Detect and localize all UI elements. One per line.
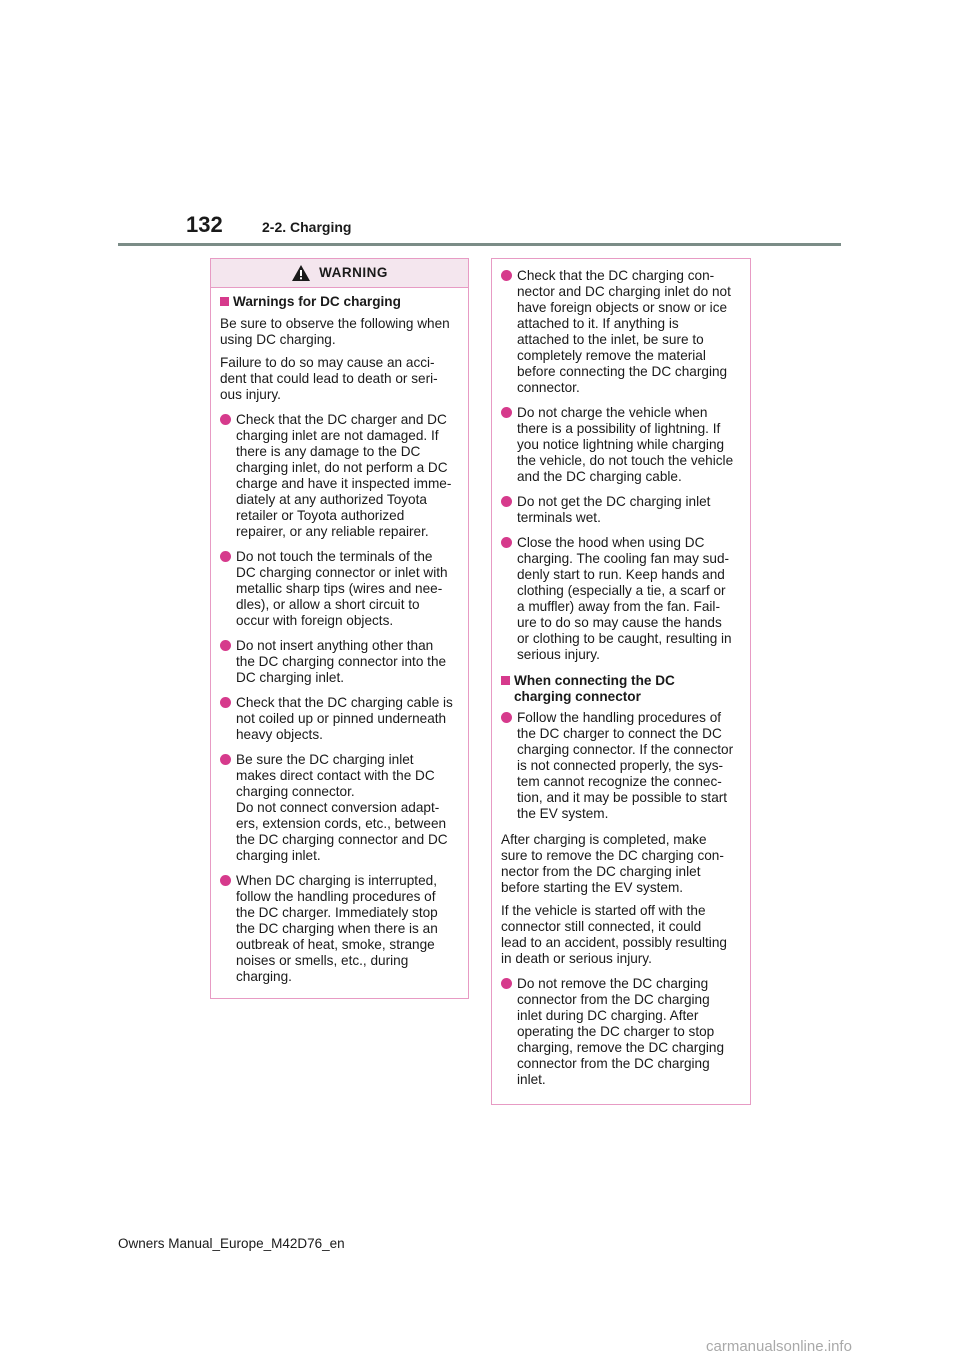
text-line: the DC charging connector and DC — [236, 832, 448, 847]
text-line: before starting the EV system. — [501, 880, 684, 895]
bullet-item — [220, 549, 458, 629]
text-line: the vehicle, do not touch the vehicle — [517, 453, 734, 468]
text-line: Check that the DC charging con- — [517, 268, 715, 283]
text-line: using DC charging. — [220, 332, 336, 347]
text-line: charge and have it inspected imme- — [236, 476, 452, 491]
text-line: nector and DC charging inlet do not — [517, 284, 731, 299]
bullet-item — [220, 412, 458, 540]
text-line: or clothing to be caught, resulting in — [517, 631, 732, 646]
text-line: connector from the DC charging — [517, 992, 710, 1007]
text-line: ous injury. — [220, 387, 281, 402]
text-line: the DC charger. Immediately stop — [236, 905, 438, 920]
text-line: have foreign objects or snow or ice — [517, 300, 728, 315]
bullet-item — [501, 976, 740, 1088]
bullet-item — [501, 268, 740, 396]
text-line: metallic sharp tips (wires and nee- — [236, 581, 443, 596]
text-line: charging inlet. — [236, 848, 321, 863]
round-bullet-icon — [220, 875, 231, 886]
text-line: charging, remove the DC charging — [517, 1040, 725, 1055]
text-line: dent that could lead to death or seri- — [220, 371, 438, 386]
text-line: Do not touch the terminals of the — [236, 549, 433, 564]
text-line: tem cannot recognize the connec- — [517, 774, 722, 789]
warning-title: WARNING — [319, 265, 388, 280]
bullet-item — [220, 695, 458, 743]
warning-box — [210, 258, 469, 999]
continuation-content — [501, 268, 740, 1088]
round-bullet-icon — [501, 496, 512, 507]
text-line: there is a possibility of lightning. If — [517, 421, 721, 436]
text-line: connector. — [517, 380, 580, 395]
text-line: diately at any authorized Toyota — [236, 492, 427, 507]
text-line: Close the hood when using DC — [517, 535, 705, 550]
text-line: denly start to run. Keep hands and — [517, 567, 725, 582]
text-line: sure to remove the DC charging con- — [501, 848, 724, 863]
text-line: Follow the handling procedures of — [517, 710, 722, 725]
text-line: Do not insert anything other than — [236, 638, 434, 653]
text-line: serious injury. — [517, 647, 600, 662]
text-line: charging connector. If the connector — [517, 742, 734, 757]
text-line: the DC charger to connect the DC — [517, 726, 722, 741]
text-line: charging inlet, do not perform a DC — [236, 460, 448, 475]
text-line: Do not get the DC charging inlet — [517, 494, 711, 509]
warning-triangle-icon — [291, 264, 311, 282]
text-line: retailer or Toyota authorized — [236, 508, 405, 523]
text-line: dles), or allow a short circuit to — [236, 597, 420, 612]
text-line: is not connected properly, the sys- — [517, 758, 724, 773]
footer-text: Owners Manual_Europe_M42D76_en — [118, 1236, 345, 1251]
text-line: Check that the DC charging cable is — [236, 695, 453, 710]
round-bullet-icon — [220, 414, 231, 425]
bullet-item — [501, 494, 740, 526]
text-line: Do not remove the DC charging — [517, 976, 709, 991]
text-line: attached to it. If anything is — [517, 316, 679, 331]
intro-paragraph — [220, 316, 458, 348]
text-line: the EV system. — [517, 806, 609, 821]
bullet-item — [501, 710, 740, 822]
text-line: Be sure the DC charging inlet — [236, 752, 414, 767]
bullet-item — [220, 752, 458, 864]
text-line: in death or serious injury. — [501, 951, 652, 966]
text-line: noises or smells, etc., during — [236, 953, 409, 968]
text-line: lead to an accident, possibly resulting — [501, 935, 727, 950]
page-number: 132 — [186, 212, 223, 237]
started-off-paragraph — [501, 903, 740, 967]
warning-header — [211, 259, 468, 288]
heading-line: When connecting the DC — [514, 673, 675, 688]
text-line: the DC charging connector into the — [236, 654, 447, 669]
text-line: not coiled up or pinned underneath — [236, 711, 447, 726]
round-bullet-icon — [501, 270, 512, 281]
connecting-heading — [501, 673, 740, 705]
bullet-item — [501, 405, 740, 485]
text-line: a muffler) away from the fan. Fail- — [517, 599, 720, 614]
text-line: DC charging connector or inlet with — [236, 565, 448, 580]
square-bullet-icon — [501, 676, 510, 685]
heading-text: Warnings for DC charging — [233, 294, 401, 309]
text-line: occur with foreign objects. — [236, 613, 394, 628]
round-bullet-icon — [220, 697, 231, 708]
text-line: there is any damage to the DC — [236, 444, 421, 459]
text-line: follow the handling procedures of — [236, 889, 436, 904]
text-line: charging connector. — [236, 784, 355, 799]
round-bullet-icon — [501, 978, 512, 989]
round-bullet-icon — [220, 551, 231, 562]
bullet-item — [220, 873, 458, 985]
text-line: If the vehicle is started off with the — [501, 903, 706, 918]
text-line: charging. — [236, 969, 292, 984]
consequence-paragraph — [220, 355, 458, 403]
text-line: nector from the DC charging inlet — [501, 864, 701, 879]
text-line: charging. The cooling fan may sud- — [517, 551, 730, 566]
section-title: 2-2. Charging — [262, 219, 352, 235]
text-line: terminals wet. — [517, 510, 601, 525]
text-line: and the DC charging cable. — [517, 469, 682, 484]
text-line: ers, extension cords, etc., between — [236, 816, 447, 831]
round-bullet-icon — [501, 712, 512, 723]
round-bullet-icon — [220, 640, 231, 651]
square-bullet-icon — [220, 297, 229, 306]
text-line: heavy objects. — [236, 727, 323, 742]
text-line: Do not charge the vehicle when — [517, 405, 708, 420]
warning-heading — [220, 294, 458, 310]
text-line: completely remove the material — [517, 348, 706, 363]
text-line: the DC charging when there is an — [236, 921, 438, 936]
text-line: Do not connect conversion adapt- — [236, 800, 440, 815]
text-line: repairer, or any reliable repairer. — [236, 524, 429, 539]
text-line: outbreak of heat, smoke, strange — [236, 937, 435, 952]
round-bullet-icon — [501, 537, 512, 548]
text-line: operating the DC charger to stop — [517, 1024, 715, 1039]
text-line: you notice lightning while charging — [517, 437, 725, 452]
text-line: attached to the inlet, be sure to — [517, 332, 704, 347]
text-line: makes direct contact with the DC — [236, 768, 435, 783]
text-line: ure to do so may cause the hands — [517, 615, 722, 630]
text-line: When DC charging is interrupted, — [236, 873, 437, 888]
round-bullet-icon — [220, 754, 231, 765]
text-line: tion, and it may be possible to start — [517, 790, 728, 805]
watermark: carmanualsonline.info — [706, 1338, 852, 1355]
text-line: connector still connected, it could — [501, 919, 702, 934]
after-charging-paragraph — [501, 832, 740, 896]
warning-continuation-box — [491, 258, 751, 1105]
text-line: charging inlet are not damaged. If — [236, 428, 439, 443]
text-line: connector from the DC charging — [517, 1056, 710, 1071]
text-line: Check that the DC charger and DC — [236, 412, 447, 427]
text-line: Failure to do so may cause an acci- — [220, 355, 435, 370]
text-line: Be sure to observe the following when — [220, 316, 450, 331]
text-line: before connecting the DC charging — [517, 364, 728, 379]
text-line: inlet during DC charging. After — [517, 1008, 699, 1023]
header-rule — [118, 243, 841, 246]
text-line: DC charging inlet. — [236, 670, 345, 685]
round-bullet-icon — [501, 407, 512, 418]
bullet-item — [220, 638, 458, 686]
bullet-item — [501, 535, 740, 663]
text-line: inlet. — [517, 1072, 546, 1087]
text-line: clothing (especially a tie, a scarf or — [517, 583, 726, 598]
heading-line: charging connector — [514, 689, 641, 704]
text-line: After charging is completed, make — [501, 832, 707, 847]
